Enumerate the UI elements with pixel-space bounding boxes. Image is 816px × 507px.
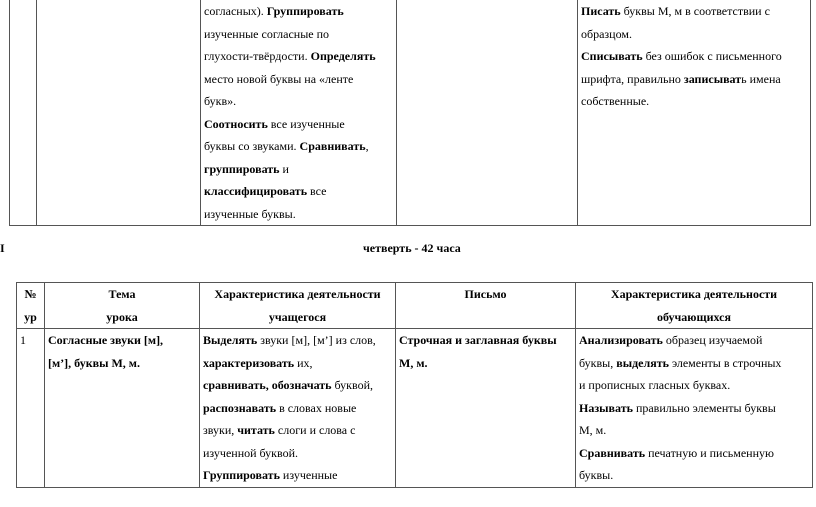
table-row: [17, 329, 813, 488]
text-line: Анализировать образец изучаемой: [579, 333, 763, 347]
text-line: Списывать без ошибок с письменного: [581, 49, 782, 63]
text-line: группировать и: [204, 161, 289, 176]
text-line: характеризовать их,: [203, 355, 313, 370]
lessons-table: [16, 282, 813, 488]
text-line: место новой буквы на «ленте: [204, 71, 354, 86]
lesson-activity: [200, 329, 396, 488]
text-line: Соотносить все изученные: [204, 116, 345, 131]
activity-students-cell: [578, 0, 811, 226]
text-line: Выделять звуки [м], [м’] из слов,: [203, 333, 376, 347]
header-line: ур: [24, 309, 37, 324]
text-line: буквы.: [579, 468, 614, 482]
text-line: Согласные звуки [м],: [48, 333, 164, 347]
text-line: классифицировать все: [204, 184, 327, 198]
continued-table: [9, 0, 811, 226]
quarter-title: четверть - 42 часа: [363, 241, 461, 255]
text-line: Группировать изученные: [203, 468, 338, 482]
text-line: буквы, выделять элементы в строчных: [579, 355, 782, 370]
quarter-number: I: [0, 241, 5, 255]
text-line: и прописных гласных буквах.: [579, 378, 731, 392]
text-line: распознавать в словах новые: [203, 400, 357, 415]
text-line: букв».: [204, 94, 237, 108]
header-activity: [200, 283, 396, 329]
header-line: Письмо: [464, 287, 507, 301]
header-line: учащегося: [268, 309, 327, 324]
text-line: буквы со звуками. Сравнивать,: [204, 139, 369, 153]
num-cell: [10, 0, 37, 226]
text-line: Строчная и заглавная буквы: [399, 333, 557, 347]
text-line: изученные буквы.: [204, 206, 296, 221]
header-num: [17, 283, 45, 329]
header-writing: [396, 283, 576, 329]
header-line: №: [24, 287, 37, 301]
text-line: шрифта, правильно записывать имена: [581, 71, 781, 86]
text-line: Писать буквы М, м в соответствии с: [581, 4, 770, 18]
header-row: [17, 283, 813, 329]
header-activity-students: [576, 283, 813, 329]
header-line: обучающихся: [657, 309, 731, 324]
text-line: Называть правильно элементы буквы: [579, 400, 776, 415]
table-row: [10, 0, 811, 226]
text-line: сравнивать, обозначать буквой,: [203, 378, 373, 392]
header-topic: [45, 283, 200, 329]
writing-cell: [397, 0, 578, 226]
header-line: Тема: [108, 287, 136, 301]
text-line: образцом.: [581, 26, 632, 41]
header-line: урока: [106, 309, 138, 324]
lesson-topic: [45, 329, 200, 488]
text-line: изученной буквой.: [203, 445, 299, 460]
text-line: согласных). Группировать: [204, 4, 344, 18]
text-line: изученные согласные по: [204, 26, 330, 41]
text-line: М, м.: [579, 423, 607, 437]
lesson-writing: [396, 329, 576, 488]
text-line: глухости-твёрдости. Определять: [204, 49, 376, 63]
text-line: [м’], буквы М, м.: [48, 355, 140, 370]
text-line: звуки, читать слоги и слова с: [203, 423, 356, 437]
header-line: Характеристика деятельности: [214, 287, 381, 301]
header-line: Характеристика деятельности: [610, 287, 778, 301]
lesson-activity-students: [576, 329, 813, 488]
lesson-number: 1: [17, 329, 45, 488]
text-line: собственные.: [581, 94, 650, 108]
text-line: Сравнивать печатную и письменную: [579, 445, 774, 460]
topic-cell: [37, 0, 201, 226]
activity-cell: [201, 0, 397, 226]
text-line: М, м.: [399, 355, 428, 370]
